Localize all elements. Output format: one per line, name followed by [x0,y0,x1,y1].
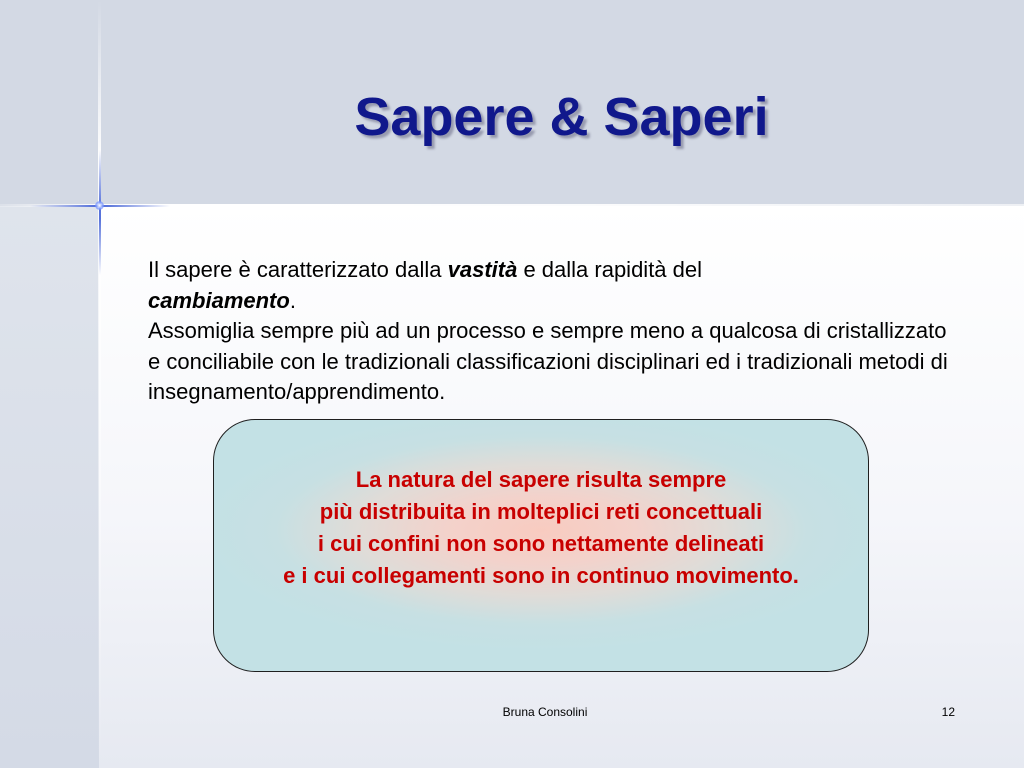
body-line1-text: Il sapere è caratterizzato dalla [148,257,448,282]
highlight-line: La natura del sapere risulta sempre [355,467,727,492]
body-line2-tail: . [289,287,296,313]
highlight-line: e i cui collegamenti sono in continuo movimento. [283,563,799,588]
highlight-box [213,419,869,672]
highlight-line: i cui confini non sono nettamente delineati [317,531,765,556]
emphasis-vastita: vastità [447,257,518,282]
left-strip [0,206,99,768]
footer-page-number: 12 [941,705,955,719]
highlight-text [214,464,868,592]
slide-title: Sapere & Saperi [354,87,769,147]
footer-author: Bruna Consolini [502,705,588,719]
body-line1-tail: e dalla rapidità del [517,257,703,282]
body-text [148,255,948,408]
emphasis-cambiamento: cambiamento [148,287,290,313]
sparkle-star-icon [95,201,104,210]
body-paragraph-2: Assomiglia sempre più ad un processo e sempre meno a qualcosa di cristallizzato e conciliabile con le tradizionali classificazioni disciplinari ed i tradizionali metodi di insegnamento/apprendimento. [148,318,948,404]
highlight-line: più distribuita in molteplici reti concettuali [319,499,763,524]
decorative-vertical-glow [99,150,101,275]
